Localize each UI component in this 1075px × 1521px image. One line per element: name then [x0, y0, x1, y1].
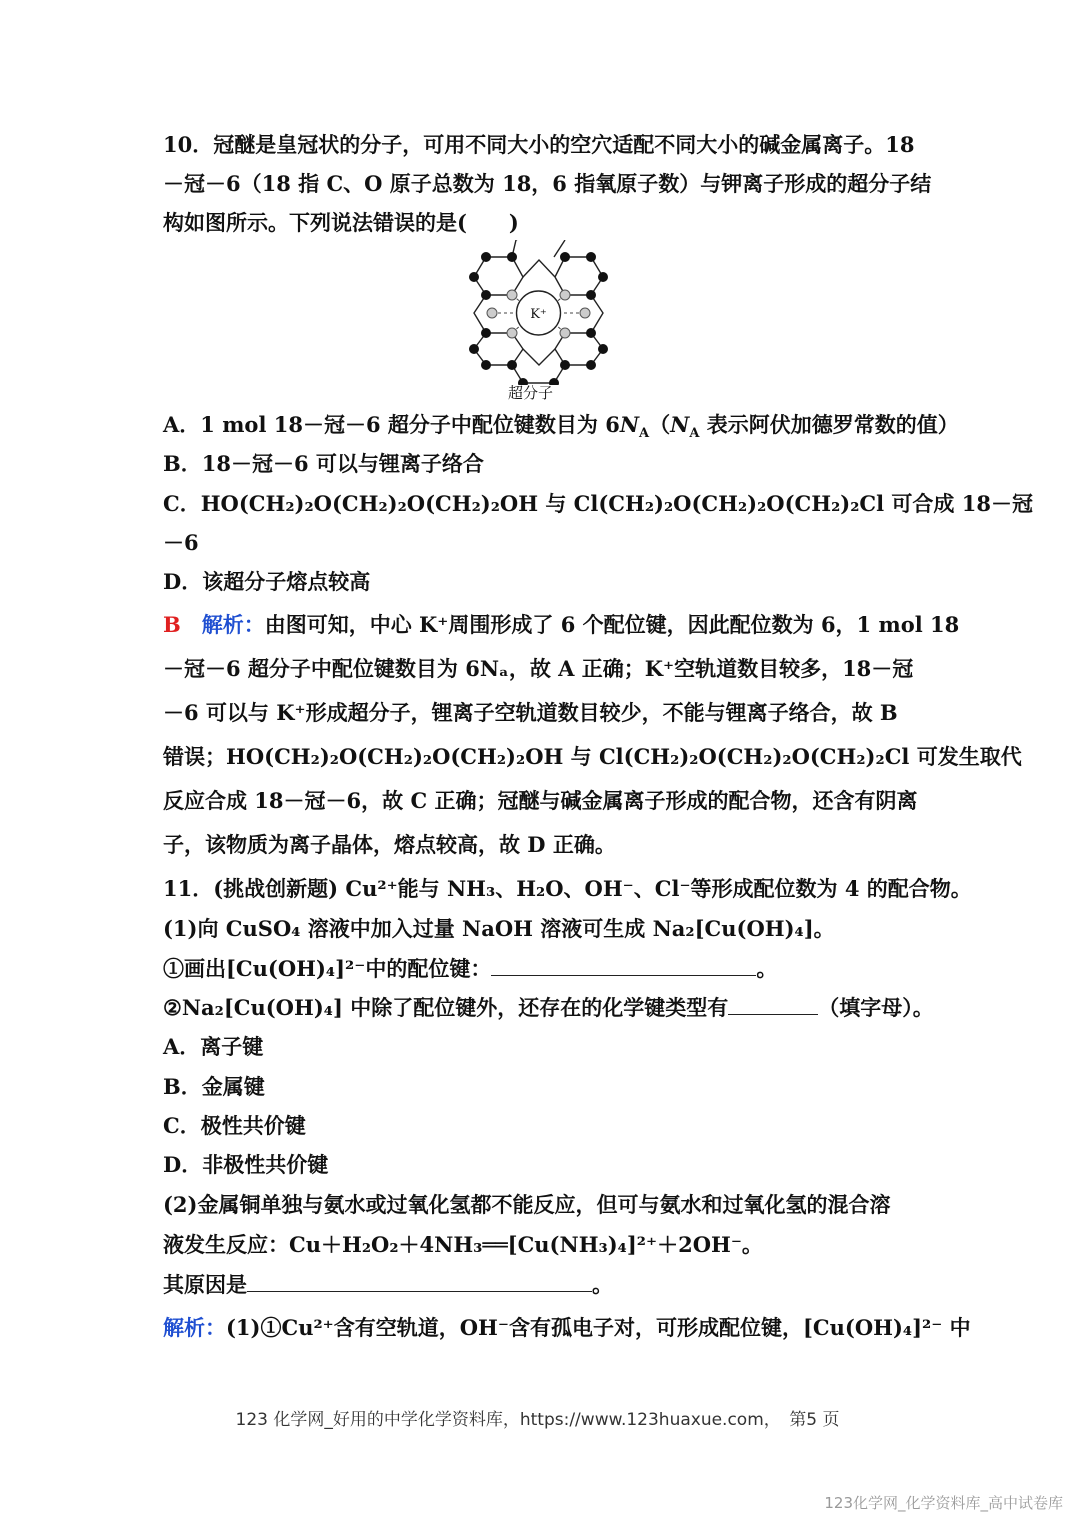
q10-option-d: D．该超分子熔点较高 — [163, 569, 371, 594]
answer-letter: B — [163, 612, 181, 637]
q11-part1: (1)向 CuSO₄ 溶液中加入过量 NaOH 溶液可生成 Na₂[Cu(OH)₄]。 — [163, 916, 835, 941]
answer-blank-2 — [728, 994, 818, 1015]
q11-analysis: 解析：(1)①Cu²⁺含有空轨道，OH⁻含有孤电子对，可形成配位键，[Cu(OH)₄]²⁻ 中 — [163, 1315, 971, 1340]
q11-option-c: C．极性共价键 — [163, 1113, 306, 1138]
q10-option-a: A．1 mol 18－冠－6 超分子中配位键数目为 $6N_A(N_A$ 表示阿伏加德罗常数的值） — [163, 412, 959, 442]
answer-blank-3 — [247, 1271, 592, 1292]
q11-part2-line3: 其原因是 。 — [163, 1272, 613, 1297]
q10-analysis-line5: 反应合成 18－冠－6，故 C 正确；冠醚与碱金属离子形成的配合物，还含有阴离 — [163, 788, 918, 813]
q10-option-c-line1: C．HO(CH₂)₂O(CH₂)₂O(CH₂)₂OH 与 Cl(CH₂)₂O(CH₂)₂O(CH₂)₂Cl 可合成 18－冠 — [163, 491, 1033, 516]
analysis-label: 解析： — [201, 612, 265, 637]
q11-option-b: B．金属键 — [163, 1074, 265, 1099]
page-footer: 123 化学网_好用的中学化学资料库，https://www.123huaxue.com， 第5 页 — [235, 1410, 840, 1430]
crown-ether-diagram — [466, 240, 611, 405]
q11-option-a: A．离子键 — [163, 1034, 264, 1059]
supramolecule-structure — [466, 240, 611, 385]
answer-blank-1 — [491, 955, 756, 976]
q10-line1: 10．冠醚是皇冠状的分子，可用不同大小的空穴适配不同大小的碱金属离子。18 — [163, 132, 915, 157]
q10-analysis-line4: 错误；HO(CH₂)₂O(CH₂)₂O(CH₂)₂OH 与 Cl(CH₂)₂O(CH₂)₂O(CH₂)₂Cl 可发生取代 — [163, 744, 1022, 769]
q10-option-b: B．18－冠－6 可以与锂离子络合 — [163, 451, 484, 476]
q11-part1a: ①画出[Cu(OH)₄]²⁻中的配位键： 。 — [163, 956, 778, 981]
q11-part2-line1: (2)金属铜单独与氨水或过氧化氢都不能反应，但可与氨水和过氧化氢的混合溶 — [163, 1192, 891, 1217]
q11-part1b: ②Na₂[Cu(OH)₄] 中除了配位键外，还存在的化学键类型有 （填字母）。 — [163, 995, 934, 1020]
q11-part2-line2: 液发生反应：Cu＋H₂O₂＋4NH₃══[Cu(NH₃)₄]²⁺＋2OH⁻。 — [163, 1232, 763, 1257]
watermark: 123化学网_化学资料库_高中试卷库 — [824, 1494, 1063, 1512]
diagram-caption: 超分子 — [508, 384, 554, 402]
q11-option-d: D．非极性共价键 — [163, 1152, 329, 1177]
q10-analysis-line2: －冠－6 超分子中配位键数目为 6Nₐ，故 A 正确；K⁺空轨道数目较多，18－冠 — [163, 656, 914, 681]
q10-analysis-line6: 子，该物质为离子晶体，熔点较高，故 D 正确。 — [163, 832, 616, 857]
q10-analysis-line1: B 解析：由图可知，中心 K⁺周围形成了 6 个配位键，因此配位数为 6，1 mol 18 — [163, 612, 960, 637]
q11-line1: 11．(挑战创新题) Cu²⁺能与 NH₃、H₂O、OH⁻、Cl⁻等形成配位数为 4 的配合物。 — [163, 876, 972, 901]
q10-analysis-line3: －6 可以与 K⁺形成超分子，锂离子空轨道数目较少，不能与锂离子络合，故 B — [163, 700, 898, 725]
q10-line2: －冠－6（18 指 C、O 原子总数为 18，6 指氧原子数）与钾离子形成的超分子结 — [163, 171, 932, 196]
q10-option-c-line2: －6 — [163, 530, 199, 555]
analysis-label-11: 解析： — [163, 1315, 226, 1340]
potassium-ion-label: K⁺ — [530, 307, 547, 322]
q10-line3: 构如图所示。下列说法错误的是( ) — [163, 210, 519, 235]
